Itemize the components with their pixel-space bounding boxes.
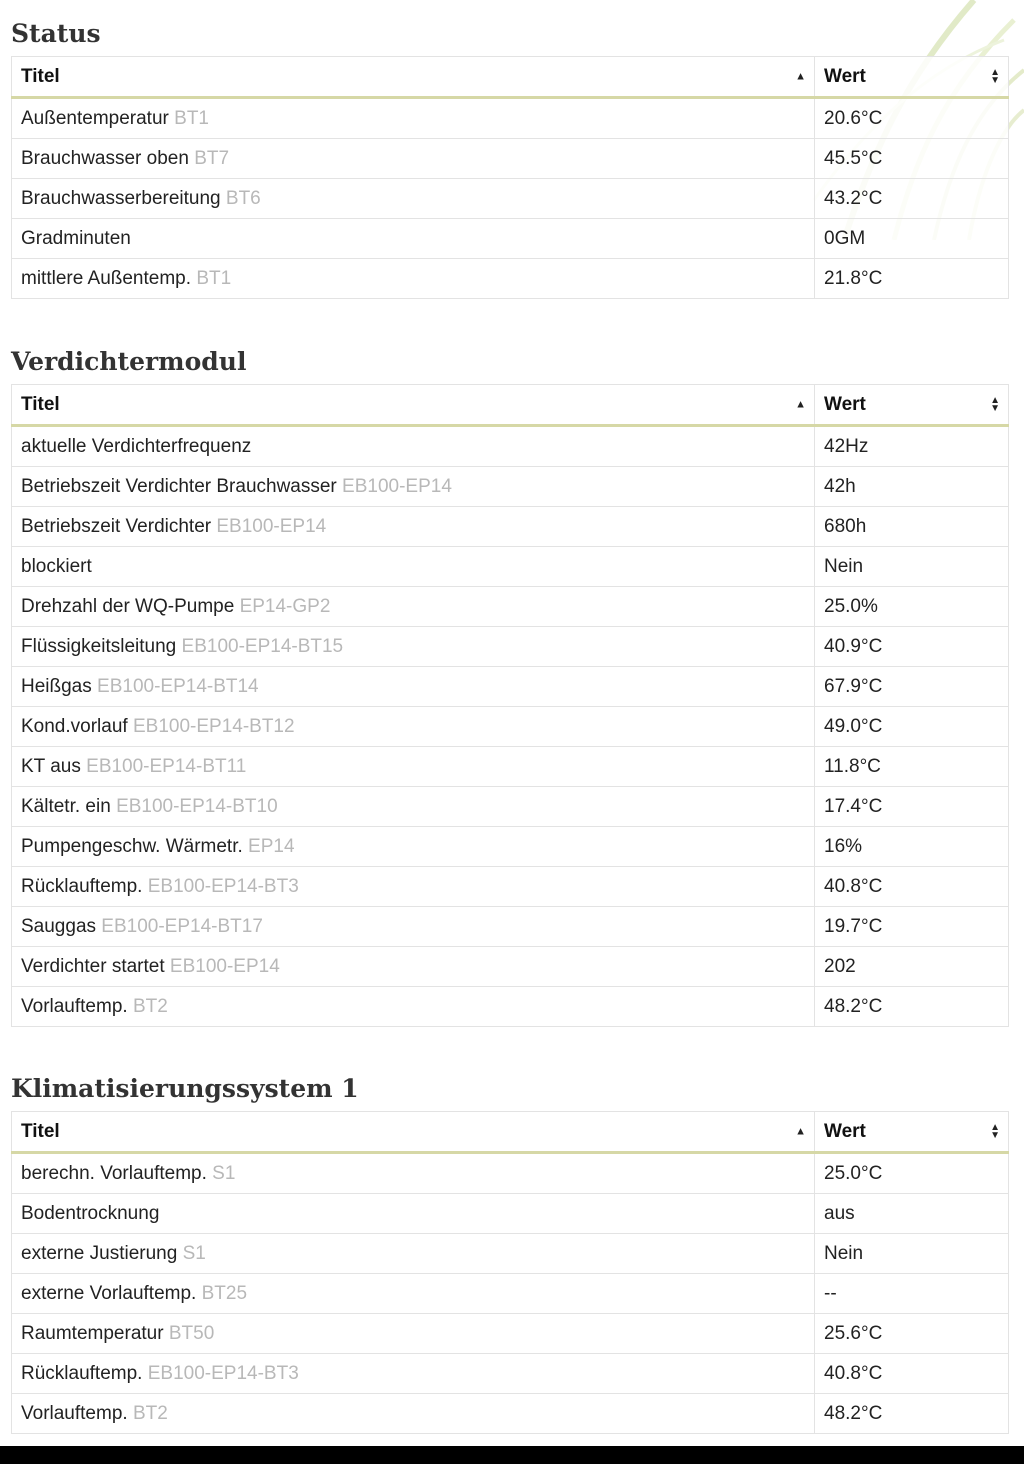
row-label: Heißgas (21, 675, 92, 697)
data-table (11, 56, 1009, 299)
row-title-cell (12, 987, 815, 1027)
table-row (12, 98, 1009, 139)
row-value-cell (815, 1314, 1009, 1354)
table-row (12, 667, 1009, 707)
table-row (12, 219, 1009, 259)
row-title-cell (12, 179, 815, 219)
sensor-code: S1 (182, 1242, 206, 1264)
table-row (12, 1153, 1009, 1194)
row-value: 202 (824, 955, 856, 977)
row-title-cell (12, 1194, 815, 1234)
row-label: Vorlauftemp. (21, 1402, 128, 1424)
row-value: 11.8°C (824, 755, 881, 777)
section-title: Status (11, 19, 101, 48)
row-value: 17.4°C (824, 795, 883, 817)
row-value: 25.0% (824, 595, 878, 617)
row-label: Gradminuten (21, 227, 131, 249)
row-value: 19.7°C (824, 915, 883, 937)
row-label: Brauchwasserbereitung (21, 187, 221, 209)
row-value-cell (815, 867, 1009, 907)
row-label: Außentemperatur (21, 107, 169, 129)
table-row (12, 467, 1009, 507)
column-header-value[interactable] (815, 385, 1009, 426)
row-value-cell (815, 507, 1009, 547)
column-header-title-label: Titel (21, 393, 60, 415)
row-value-cell (815, 259, 1009, 299)
sort-ascending-icon[interactable]: ▲ (795, 398, 806, 410)
row-label: aktuelle Verdichterfrequenz (21, 435, 252, 457)
sensor-code: BT25 (201, 1282, 248, 1304)
row-value: 48.2°C (824, 995, 883, 1017)
row-title-cell (12, 547, 815, 587)
row-label: Sauggas (21, 915, 97, 937)
sensor-code: BT1 (196, 267, 232, 289)
section-title: Klimatisierungssystem 1 (11, 1074, 359, 1103)
sensor-code: BT6 (225, 187, 261, 209)
row-value-cell (815, 947, 1009, 987)
row-value-cell (815, 1234, 1009, 1274)
sensor-code: EB100-EP14-BT10 (116, 795, 278, 817)
table-header-row (12, 1112, 1009, 1153)
table-row (12, 426, 1009, 467)
row-title-cell (12, 467, 815, 507)
table-row (12, 627, 1009, 667)
row-value: aus (824, 1202, 855, 1224)
row-label: Verdichter startet (21, 955, 165, 977)
row-value-cell (815, 1274, 1009, 1314)
row-value-cell (815, 98, 1009, 139)
table-header-row (12, 385, 1009, 426)
row-title-cell (12, 98, 815, 139)
row-title-cell (12, 219, 815, 259)
table-row (12, 987, 1009, 1027)
sort-both-icon[interactable]: ▲ ▼ (990, 1121, 1000, 1141)
sensor-code: BT2 (132, 1402, 168, 1424)
row-label: blockiert (21, 555, 92, 577)
column-header-title-label: Titel (21, 1120, 60, 1142)
row-value-cell (815, 426, 1009, 467)
row-title-cell (12, 907, 815, 947)
row-value: 67.9°C (824, 675, 883, 697)
row-value: 42h (824, 475, 856, 497)
row-value-cell (815, 139, 1009, 179)
row-value-cell (815, 1194, 1009, 1234)
column-header-title[interactable] (12, 385, 815, 426)
row-value-cell (815, 547, 1009, 587)
sensor-code: EB100-EP14-BT11 (86, 755, 247, 777)
section-title: Verdichtermodul (11, 347, 247, 376)
sensor-code: S1 (212, 1162, 236, 1184)
row-value-cell (815, 179, 1009, 219)
row-label: Betriebszeit Verdichter (21, 515, 212, 537)
column-header-value-label: Wert (824, 65, 866, 87)
sensor-code: BT2 (132, 995, 168, 1017)
section-0 (11, 12, 1008, 299)
column-header-title[interactable] (12, 1112, 815, 1153)
row-title-cell (12, 867, 815, 907)
table-row (12, 947, 1009, 987)
sensor-code: EB100-EP14 (216, 515, 327, 537)
row-label: externe Vorlauftemp. (21, 1282, 197, 1304)
row-title-cell (12, 707, 815, 747)
table-row (12, 1394, 1009, 1434)
row-label: Flüssigkeitsleitung (21, 635, 177, 657)
sensor-code: EP14-GP2 (239, 595, 331, 617)
sensor-code: EB100-EP14-BT14 (97, 675, 259, 697)
table-row (12, 707, 1009, 747)
row-label: Raumtemperatur (21, 1322, 164, 1344)
row-value: 48.2°C (824, 1402, 883, 1424)
row-value: 25.0°C (824, 1162, 883, 1184)
table-row (12, 1314, 1009, 1354)
sort-both-icon[interactable]: ▲ ▼ (990, 66, 1000, 86)
row-value-cell (815, 627, 1009, 667)
row-title-cell (12, 507, 815, 547)
row-title-cell (12, 1314, 815, 1354)
row-title-cell (12, 1234, 815, 1274)
row-label: Rücklauftemp. (21, 1362, 143, 1384)
row-value-cell (815, 219, 1009, 259)
row-value: 16% (824, 835, 863, 857)
sort-ascending-icon[interactable]: ▲ (795, 1125, 806, 1137)
row-value: 42Hz (824, 435, 869, 457)
bottom-bar (0, 1446, 1024, 1464)
table-row (12, 507, 1009, 547)
sensor-code: EB100-EP14-BT17 (101, 915, 263, 937)
row-title-cell (12, 139, 815, 179)
row-title-cell (12, 827, 815, 867)
row-title-cell (12, 667, 815, 707)
table-row (12, 259, 1009, 299)
row-label: Vorlauftemp. (21, 995, 128, 1017)
row-value: -- (824, 1282, 837, 1304)
row-value-cell (815, 467, 1009, 507)
column-header-title[interactable] (12, 57, 815, 98)
table-row (12, 1354, 1009, 1394)
row-label: Bodentrocknung (21, 1202, 160, 1224)
row-value-cell (815, 827, 1009, 867)
row-value: 45.5°C (824, 147, 883, 169)
row-title-cell (12, 1153, 815, 1194)
table-row (12, 1234, 1009, 1274)
sensor-code: BT50 (168, 1322, 215, 1344)
sensor-code: EB100-EP14-BT3 (147, 875, 299, 897)
column-header-value[interactable] (815, 57, 1009, 98)
row-value-cell (815, 667, 1009, 707)
row-label: Kond.vorlauf (21, 715, 128, 737)
row-label: mittlere Außentemp. (21, 267, 192, 289)
sort-both-icon[interactable]: ▲ ▼ (990, 394, 1000, 414)
row-value-cell (815, 787, 1009, 827)
row-value-cell (815, 1354, 1009, 1394)
row-value: 43.2°C (824, 187, 883, 209)
row-title-cell (12, 259, 815, 299)
row-value: 40.8°C (824, 1362, 883, 1384)
sort-ascending-icon[interactable]: ▲ (795, 70, 806, 82)
data-table (11, 384, 1009, 1027)
column-header-value-label: Wert (824, 393, 866, 415)
row-value-cell (815, 747, 1009, 787)
row-value-cell (815, 987, 1009, 1027)
row-title-cell (12, 747, 815, 787)
column-header-title-label: Titel (21, 65, 60, 87)
table-row (12, 139, 1009, 179)
sensor-code: EB100-EP14-BT12 (132, 715, 295, 737)
table-row (12, 587, 1009, 627)
row-value-cell (815, 907, 1009, 947)
row-label: berechn. Vorlauftemp. (21, 1162, 207, 1184)
row-label: KT aus (21, 755, 81, 777)
row-value: 40.8°C (824, 875, 883, 897)
table-row (12, 747, 1009, 787)
table-row (12, 1274, 1009, 1314)
row-title-cell (12, 426, 815, 467)
table-header-row (12, 57, 1009, 98)
row-title-cell (12, 947, 815, 987)
row-label: Pumpengeschw. Wärmetr. (21, 835, 243, 857)
sensor-code: EB100-EP14 (342, 475, 452, 497)
row-value-cell (815, 1153, 1009, 1194)
row-value: 40.9°C (824, 635, 883, 657)
row-value: 21.8°C (824, 267, 883, 289)
row-label: Rücklauftemp. (21, 875, 143, 897)
row-label: Drehzahl der WQ-Pumpe (21, 595, 235, 617)
table-row (12, 547, 1009, 587)
section-1 (11, 340, 1008, 1027)
row-label: externe Justierung (21, 1242, 178, 1264)
row-value: 680h (824, 515, 867, 537)
row-title-cell (12, 587, 815, 627)
row-value: 25.6°C (824, 1322, 883, 1344)
column-header-value-label: Wert (824, 1120, 866, 1142)
table-row (12, 907, 1009, 947)
row-title-cell (12, 1354, 815, 1394)
row-label: Betriebszeit Verdichter Brauchwasser (21, 475, 337, 497)
row-label: Kältetr. ein (21, 795, 111, 817)
row-value: Nein (824, 555, 864, 577)
table-row (12, 179, 1009, 219)
section-2 (11, 1067, 1008, 1434)
row-title-cell (12, 787, 815, 827)
row-value-cell (815, 1394, 1009, 1434)
row-value: 0GM (824, 227, 866, 249)
table-row (12, 787, 1009, 827)
sensor-code: EP14 (248, 835, 295, 857)
sensor-code: BT7 (194, 147, 230, 169)
table-row (12, 1194, 1009, 1234)
table-row (12, 867, 1009, 907)
data-table (11, 1111, 1009, 1434)
table-row (12, 827, 1009, 867)
sensor-code: BT1 (174, 107, 209, 129)
sensor-code: EB100-EP14-BT3 (147, 1362, 299, 1384)
row-title-cell (12, 1274, 815, 1314)
row-value-cell (815, 587, 1009, 627)
column-header-value[interactable] (815, 1112, 1009, 1153)
row-label: Brauchwasser oben (21, 147, 189, 169)
sensor-code: EB100-EP14 (169, 955, 280, 977)
sensor-code: EB100-EP14-BT15 (181, 635, 344, 657)
row-title-cell (12, 627, 815, 667)
row-title-cell (12, 1394, 815, 1434)
row-value: 49.0°C (824, 715, 883, 737)
row-value: 20.6°C (824, 107, 883, 129)
row-value-cell (815, 707, 1009, 747)
row-value: Nein (824, 1242, 864, 1264)
